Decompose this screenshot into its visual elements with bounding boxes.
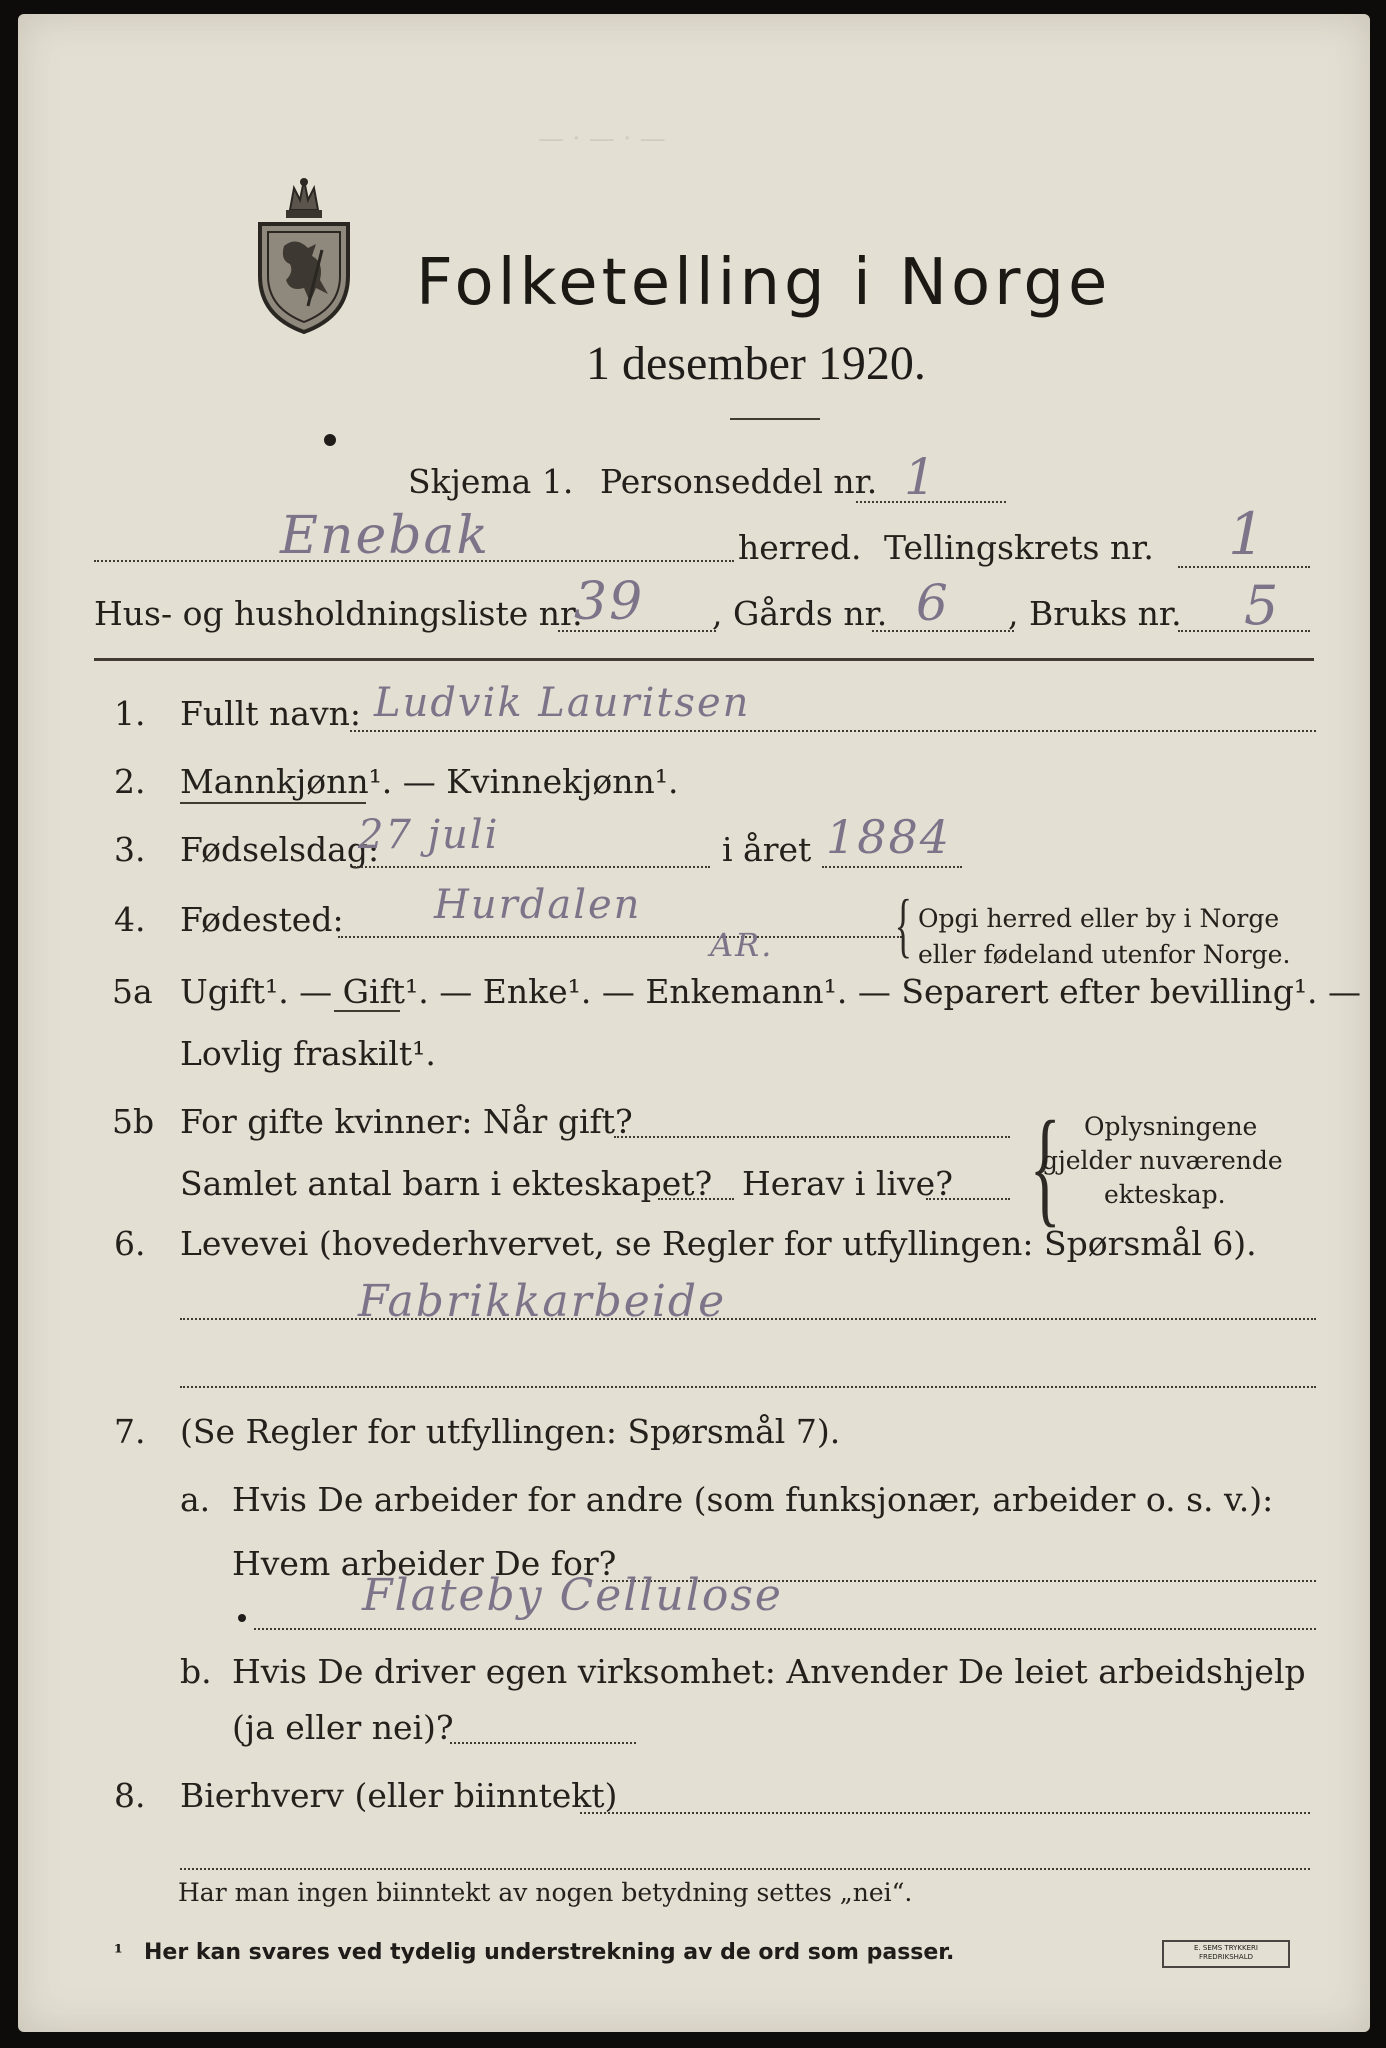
q2-gender-options: Mannkjønn¹. — Kvinnekjønn¹. xyxy=(180,762,679,801)
birthplace-field[interactable] xyxy=(338,936,902,938)
q8-label: Bierhverv (eller biinntekt) xyxy=(180,1776,618,1815)
side-income-field-line2[interactable] xyxy=(180,1868,1310,1870)
tellingskrets-value: 1 xyxy=(1228,500,1267,568)
skjema-label: Skjema 1. xyxy=(408,462,574,501)
q7a-line2: Hvem arbeider De for? xyxy=(232,1544,617,1583)
q6-label: Levevei (hovederhvervet, se Regler for utfyllingen: Spørsmål 6). xyxy=(180,1224,1257,1263)
printer-stamp xyxy=(1162,1940,1290,1968)
birth-year-field[interactable] xyxy=(822,866,962,868)
header-separator xyxy=(94,658,1314,661)
brace-icon: { xyxy=(894,885,912,965)
q8-number: 8. xyxy=(114,1776,146,1815)
bleed-through-text: — · — · — xyxy=(538,124,666,154)
q5b-note-line3: ekteskap. xyxy=(1104,1180,1226,1209)
children-alive-field[interactable] xyxy=(926,1198,1010,1200)
printer-stamp-line2: FREDRIKSHALD xyxy=(1198,1953,1253,1961)
census-date: 1 desember 1920. xyxy=(586,337,926,390)
full-name-field[interactable] xyxy=(350,730,1316,732)
q4-note-line1: Opgi herred eller by i Norge xyxy=(918,904,1280,933)
q7a-letter: a. xyxy=(180,1480,211,1519)
q8-note: Har man ingen biinntekt av nogen betydning settes „nei“. xyxy=(178,1878,913,1907)
herred-value: Enebak xyxy=(280,506,491,566)
q7a-line1: Hvis De arbeider for andre (som funksjonær, arbeider o. s. v.): xyxy=(232,1480,1274,1519)
form-title: Folketelling i Norge xyxy=(416,246,1112,320)
birthday-field[interactable] xyxy=(354,866,710,868)
husliste-label: Hus- og husholdningsliste nr. xyxy=(94,594,583,633)
q5a-options-line1: Ugift¹. — Gift¹. — Enke¹. — Enkemann¹. — Separert efter bevilling¹. — xyxy=(180,972,1362,1011)
q5b-alive-label: Herav i live? xyxy=(742,1164,953,1203)
q5b-children-label: Samlet antal barn i ekteskapet? xyxy=(180,1164,713,1203)
title-divider xyxy=(730,418,820,420)
footnote-text: Her kan svares ved tydelig understrekning av de ord som passer. xyxy=(144,1940,955,1965)
q3-number: 3. xyxy=(114,830,146,869)
q7b-line2: (ja eller nei)? xyxy=(232,1708,454,1747)
q4-number: 4. xyxy=(114,900,146,939)
q7b-line1: Hvis De driver egen virksomhet: Anvender De leiet arbeidshjelp xyxy=(232,1652,1306,1691)
q7b-letter: b. xyxy=(180,1652,212,1691)
mannkjonn-underline xyxy=(180,802,366,804)
occupation-field-line1[interactable] xyxy=(180,1318,1316,1320)
q1-label: Fullt navn: xyxy=(180,694,361,733)
q5b-note-line2: gjelder nuværende xyxy=(1042,1146,1283,1175)
employer-field-line2[interactable] xyxy=(254,1628,1316,1630)
children-count-field[interactable] xyxy=(658,1198,734,1200)
printer-stamp-line1: E. SEMS TRYKKERI xyxy=(1194,1944,1258,1952)
q4-note-line2: eller fødeland utenfor Norge. xyxy=(918,940,1291,969)
q7-number: 7. xyxy=(114,1412,146,1451)
q5a-number: 5a xyxy=(112,972,153,1011)
side-income-field-line1[interactable] xyxy=(580,1812,1310,1814)
personseddel-value: 1 xyxy=(904,448,938,506)
q6-number: 6. xyxy=(114,1224,146,1263)
norwegian-coat-of-arms-icon xyxy=(250,176,358,336)
bruks-label: , Bruks nr. xyxy=(1008,594,1182,633)
occupation-value: Fabrikkarbeide xyxy=(358,1276,727,1327)
hired-help-field[interactable] xyxy=(450,1742,636,1744)
gards-label: , Gårds nr. xyxy=(712,594,888,633)
gift-underline xyxy=(334,1010,400,1012)
q5b-note-line1: Oplysningene xyxy=(1084,1112,1258,1141)
married-date-field[interactable] xyxy=(614,1136,1010,1138)
q5a-options-line2: Lovlig fraskilt¹. xyxy=(180,1034,436,1073)
tellingskrets-label: Tellingskrets nr. xyxy=(884,528,1154,567)
full-name-value: Ludvik Lauritsen xyxy=(374,680,751,726)
census-form-page xyxy=(18,14,1370,2032)
herred-label: herred. xyxy=(738,528,862,567)
employer-value: Flateby Cellulose xyxy=(362,1570,783,1621)
q5b-number: 5b xyxy=(112,1102,155,1141)
gards-value: 6 xyxy=(916,574,950,632)
birthday-value: 27 juli xyxy=(358,812,500,858)
q2-number: 2. xyxy=(114,762,146,801)
q5b-line1: For gifte kvinner: Når gift? xyxy=(180,1102,633,1141)
q4-label: Fødested: xyxy=(180,900,344,939)
birth-year-value: 1884 xyxy=(826,810,952,864)
q7-label: (Se Regler for utfyllingen: Spørsmål 7). xyxy=(180,1412,841,1451)
footnote-mark: ¹ xyxy=(114,1940,123,1964)
bruks-value: 5 xyxy=(1244,574,1281,637)
personseddel-label: Personseddel nr. xyxy=(600,462,878,501)
q3-year-label: i året xyxy=(722,830,812,869)
brace-icon: { xyxy=(1029,1095,1061,1239)
q3-label: Fødselsdag: xyxy=(180,830,380,869)
q1-number: 1. xyxy=(114,694,146,733)
occupation-field-line2[interactable] xyxy=(180,1386,1316,1388)
ink-dot xyxy=(324,434,336,446)
ink-dot xyxy=(238,1614,246,1622)
husliste-value: 39 xyxy=(574,572,645,632)
birthplace-annotation: AR. xyxy=(710,926,774,964)
birthplace-value: Hurdalen xyxy=(434,882,642,928)
